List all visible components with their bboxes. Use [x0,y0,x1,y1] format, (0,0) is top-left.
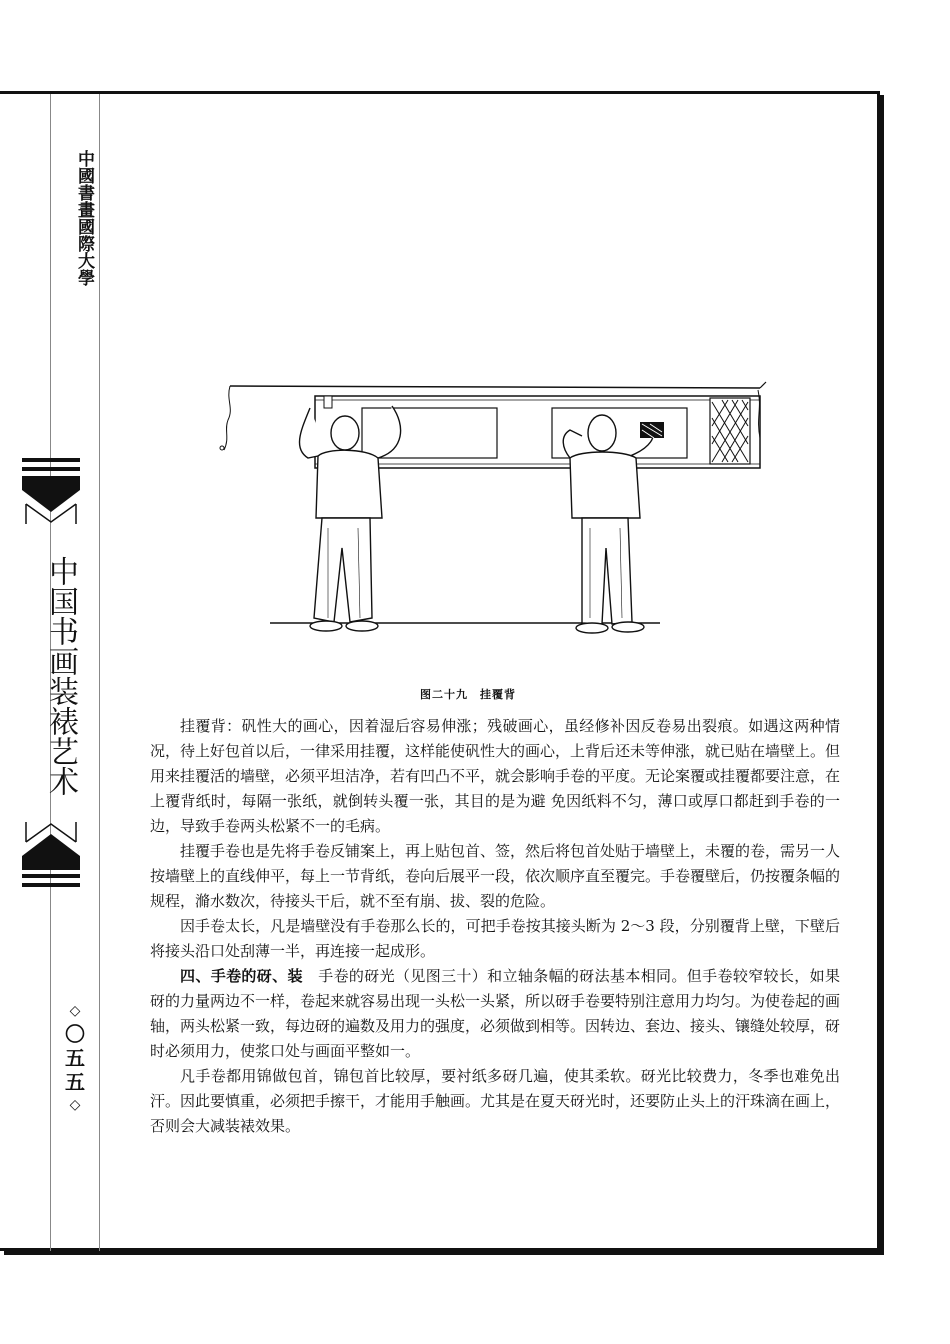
bar-bottom-1 [22,874,80,878]
figure-caption: 图二十九 挂覆背 [420,688,516,701]
paragraph: 凡手卷都用锦做包首，锦包首比较厚，要衬纸多砑几遍，使其柔软。砑光比较费力，冬季也难免出汗。因此要慎重，必须把手擦干，才能用手触画。尤其是在夏天砑光时，还要防止头上的汗珠滴在画上，否则会大减装裱效果。 [150,1067,841,1135]
book-title: 中国书画装裱艺术 [43,556,78,796]
diamond-bottom-icon: ◇ [69,1097,81,1113]
page-number-digit: 五 [65,1070,85,1094]
paragraph: 因手卷太长，凡是墙壁没有手卷那么长的，可把手卷按其接头断为 2～3 段，分别覆背上壁，下壁后将接头沿口处刮薄一半，再连接一起成形。 [150,917,840,960]
frame-shadow-bottom [4,1251,884,1255]
ornament-top-icon [22,476,80,524]
sidebar-rule-right [99,94,100,1251]
page-number [51,1000,99,1116]
paragraph: 挂覆背：矾性大的画心，因着湿后容易伸涨；残破画心，虽经修补因反卷易出裂痕。如遇这两种情况，待上好包首以后，一律采用挂覆，这样能使矾性大的画心，上背后还未等伸涨，就已贴在墙壁上。但用来挂覆活的墙壁，必须平坦洁净，若有凹凸不平，就会影响手卷的平度。无论案覆或挂覆都要注意，在上覆背纸时，每隔一张纸，就倒转头覆一张，其目的是为避 免因纸料不匀，薄口或厚口都赶到手卷的一边，导致手卷两头松紧不一的毛病。 [150,717,841,835]
bar-top-1 [22,458,80,462]
series-title: 中國書畫國際大學 [74,150,94,286]
section-heading: 四、手卷的砑、装 [180,967,303,985]
section-text: 手卷的砑光（见图三十）和立轴条幅的砑法基本相同。但手卷较窄较长，如果砑的力量两边不一样，卷起来就容易出现一头松一头紧，所以砑手卷要特别注意用力均匀。为使卷起的画轴，两头松紧一致，每边砑的遍数及用力的强度，必须做到相等。因转边、套边、接头、镶缝处较厚，砑时必须用力，使浆口处与画面平整如一。 [150,967,841,1060]
bar-bottom-2 [22,883,80,887]
paragraph: 挂覆手卷也是先将手卷反铺案上，再上贴包首、签，然后将包首处贴于墙壁上，未覆的卷，需另一人按墙壁上的直线伸平，每上一节背纸，卷向后展平一段，依次顺序直至覆完。手卷覆壁后，仍按覆条幅的规程，滫水数次，待接头干后，就不至有崩、拔、裂的危险。 [150,842,841,910]
figure-illustration [210,378,770,663]
section-paragraph [150,964,840,1064]
page-number-digit: 五 [65,1046,85,1070]
diamond-top-icon: ◇ [69,1003,81,1019]
book-title-block [22,458,80,888]
bar-top-2 [22,467,80,471]
page-number-digit: 〇 [65,1022,85,1046]
frame-shadow-right [880,95,884,1255]
ornament-bottom-icon [22,822,80,870]
body-text [150,714,840,1139]
